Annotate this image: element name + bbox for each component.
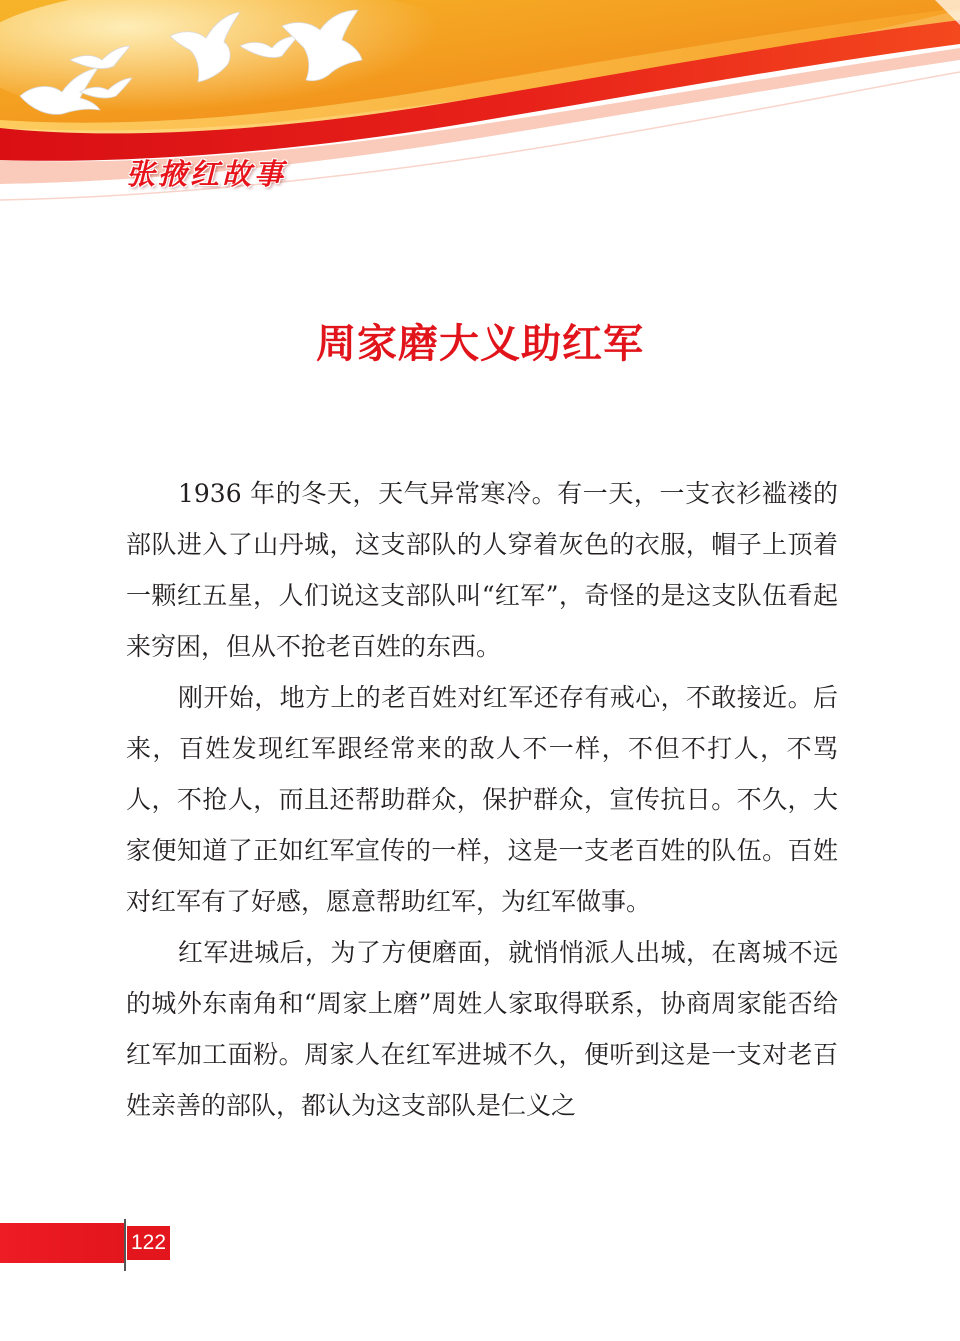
paragraph: 刚开始，地方上的老百姓对红军还存有戒心，不敢接近。后来，百姓发现红军跟经常来的敌人不一样，不但不打人，不骂人，不抢人，而且还帮助群众，保护群众，宣传抗日。不久，大家便知道了正如红军宣传的一样，这是一支老百姓的队伍。百姓对红军有了好感，愿意帮助红军，为红军做事。 xyxy=(126,683,838,916)
chapter-title: 周家磨大义助红军 xyxy=(316,321,644,367)
series-title: 张掖红故事 xyxy=(126,157,287,191)
footer-red-bar xyxy=(0,1223,124,1263)
page-number: 122 xyxy=(127,1226,170,1260)
paragraph: 红军进城后，为了方便磨面，就悄悄派人出城，在离城不远的城外东南角和“周家上磨”周姓人家取得联系，协商周家能否给红军加工面粉。周家人在红军进城不久，便听到这是一支对老百姓亲善的部队，都认为这支部队是仁义之 xyxy=(126,938,838,1120)
body-text xyxy=(126,468,838,1131)
footer-divider xyxy=(124,1219,126,1271)
paragraph: 1936 年的冬天，天气异常寒冷。有一天，一支衣衫褴褛的部队进入了山丹城，这支部队的人穿着灰色的衣服，帽子上顶着一颗红五星，人们说这支部队叫“红军”，奇怪的是这支队伍看起来穷困，但从不抢老百姓的东西。 xyxy=(126,479,838,661)
